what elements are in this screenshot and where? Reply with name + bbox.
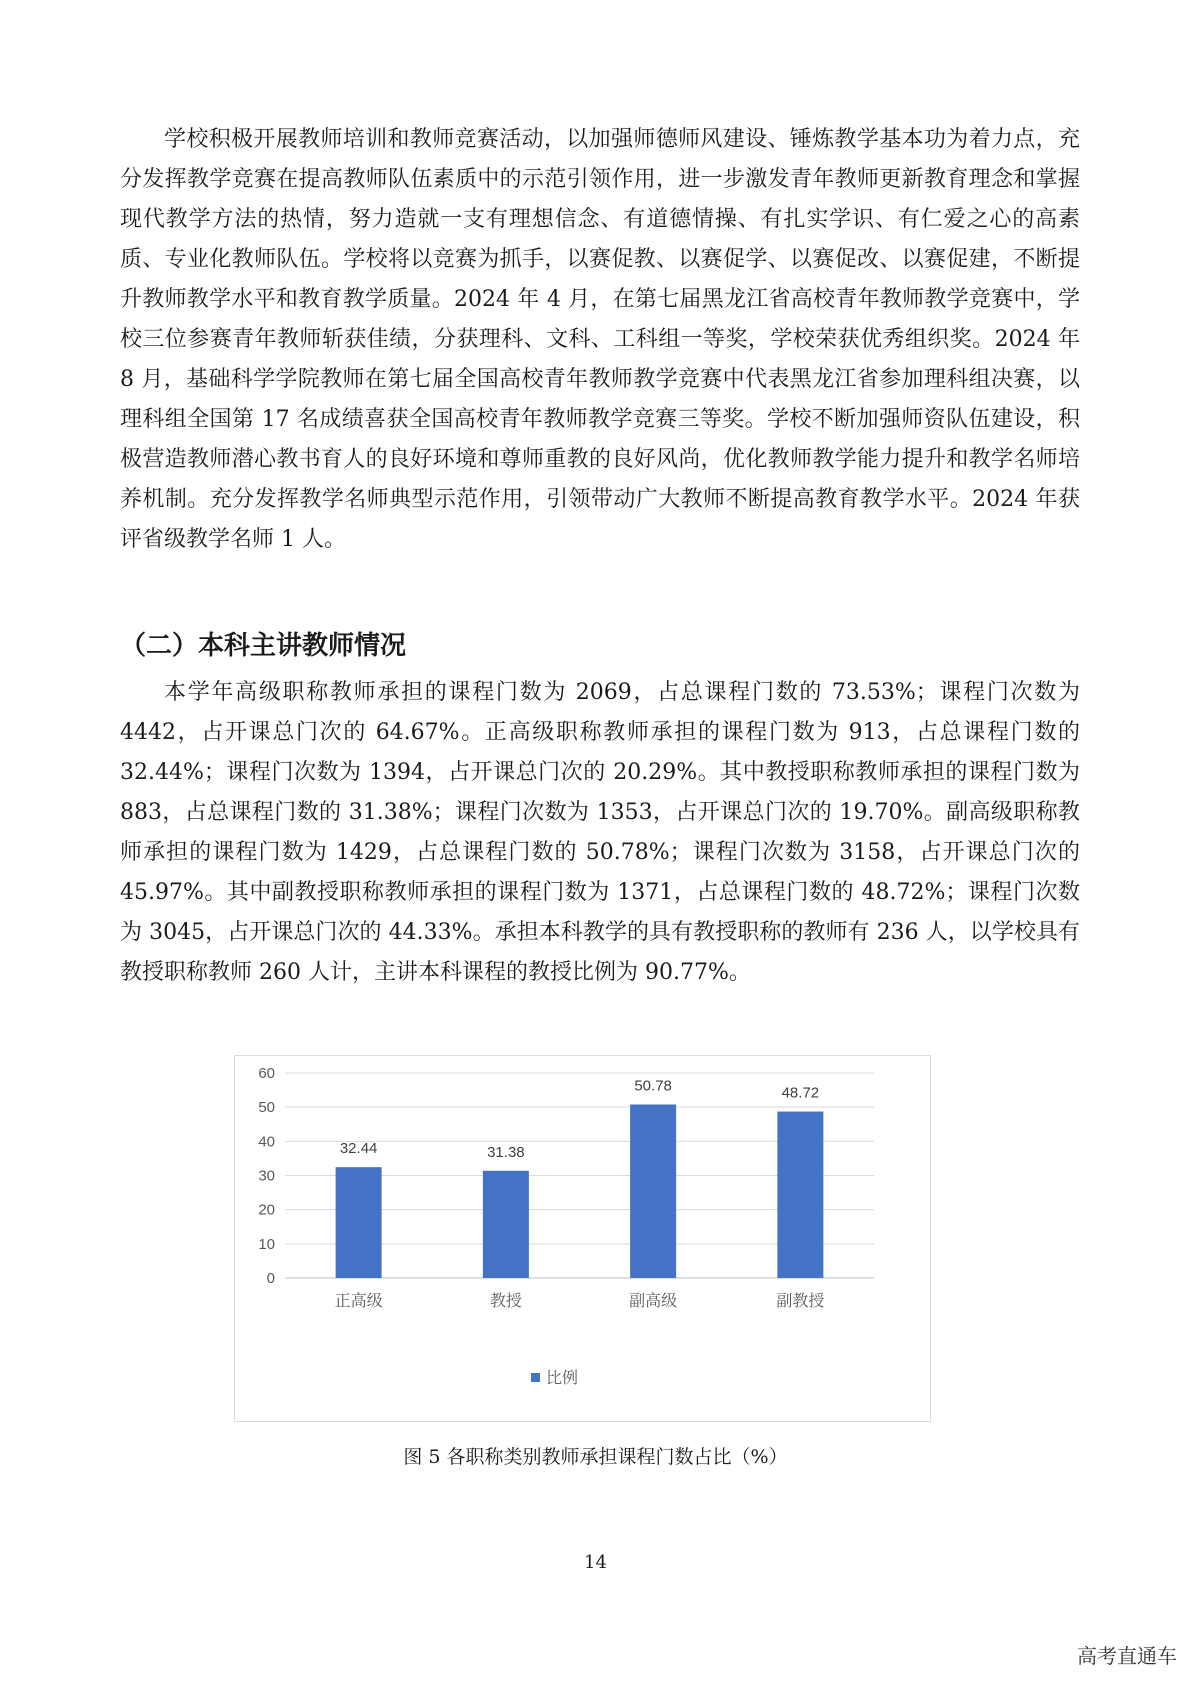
y-tick-label: 40 <box>258 1133 275 1151</box>
y-tick-label: 0 <box>266 1270 275 1287</box>
bar <box>336 1167 382 1278</box>
category-label: 正高级 <box>334 1291 383 1310</box>
chart-canvas <box>235 1056 932 1423</box>
bar-chart <box>234 1055 931 1422</box>
category-label: 副教授 <box>776 1291 825 1310</box>
bar <box>630 1105 676 1278</box>
legend-label: 比例 <box>546 1368 579 1387</box>
data-label: 31.38 <box>487 1143 525 1161</box>
y-tick-label: 50 <box>258 1099 275 1117</box>
section-paragraph: 本学年高级职称教师承担的课程门数为 2069，占总课程门数的 73.53%；课程门次数为 4442，占开课总门次的 64.67%。正高级职称教师承担的课程门数为 913，占总课程门数的 32.44%；课程门次数为 1394，占开课总门次的 20.29%。其中教授职称教师承担的课程门数为 883，占总课程门数的 31.38%；课程门次数为 1353，占开课总门次的 19.70%。副高级职称教师承担的课程门数为 1429，占总课程门数的 50.78%；课程门次数为 3158，占开课总门次的 45.97%。其中副教授职称教师承担的课程门数为 1371，占总课程门数的 48.72%；课程门次数为 3045，占开课总门次的 44.33%。承担本科教学的具有教授职称的教师有 236 人，以学校具有教授职称教师 260 人计，主讲本科课程的教授比例为 90.77%。 <box>120 680 1080 985</box>
page-number: 14 <box>584 1552 607 1573</box>
watermark-text: 高考直通车 <box>1077 1644 1177 1668</box>
category-label: 副高级 <box>629 1291 678 1310</box>
y-tick-label: 30 <box>258 1167 275 1185</box>
category-label: 教授 <box>489 1291 522 1310</box>
section-heading: （二）本科主讲教师情况 <box>120 631 407 661</box>
legend-swatch <box>531 1373 540 1382</box>
y-tick-label: 60 <box>258 1065 275 1082</box>
bar <box>483 1171 529 1278</box>
y-tick-label: 10 <box>258 1235 275 1253</box>
data-label: 50.78 <box>634 1077 672 1095</box>
figure-caption: 图 5 各职称类别教师承担课程门数占比（%） <box>403 1446 788 1468</box>
bar <box>777 1112 823 1278</box>
intro-paragraph: 学校积极开展教师培训和教师竞赛活动，以加强师德师风建设、锤炼教学基本功为着力点，充分发挥教学竞赛在提高教师队伍素质中的示范引领作用，进一步激发青年教师更新教育理念和掌握现代教学方法的热情，努力造就一支有理想信念、有道德情操、有扎实学识、有仁爱之心的高素质、专业化教师队伍。学校将以竞赛为抓手，以赛促教、以赛促学、以赛促改、以赛促建，不断提升教师教学水平和教育教学质量。2024 年 4 月，在第七届黑龙江省高校青年教师教学竞赛中，学校三位参赛青年教师斩获佳绩，分获理科、文科、工科组一等奖，学校荣获优秀组织奖。2024 年 8 月，基础科学学院教师在第七届全国高校青年教师教学竞赛中代表黑龙江省参加理科组决赛，以理科组全国第 17 名成绩喜获全国高校青年教师教学竞赛三等奖。学校不断加强师资队伍建设，积极营造教师潜心教书育人的良好环境和尊师重教的良好风尚，优化教师教学能力提升和教学名师培养机制。充分发挥教学名师典型示范作用，引领带动广大教师不断提高教育教学水平。2024 年获评省级教学名师 1 人。 <box>120 127 1080 552</box>
data-label: 32.44 <box>339 1140 378 1158</box>
y-tick-label: 20 <box>258 1201 275 1219</box>
data-label: 48.72 <box>781 1084 820 1102</box>
